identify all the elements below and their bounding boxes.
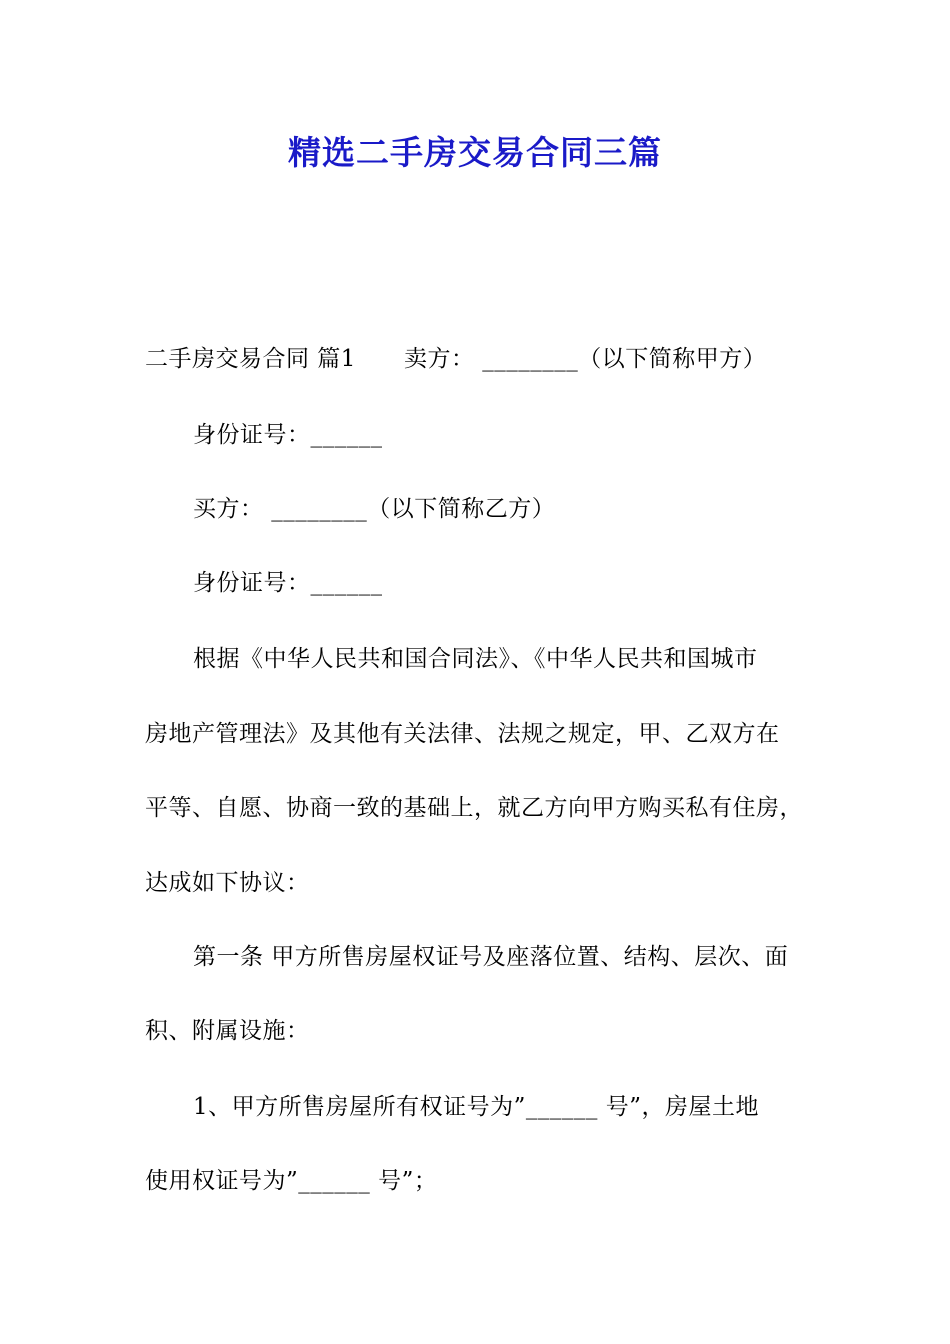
paragraph-line-7: 平等、自愿、协商一致的基础上，就乙方向甲方购买私有住房，	[145, 795, 803, 821]
paragraph-line-5: 根据《中华人民共和国合同法》、《中华人民共和国城市	[193, 646, 758, 672]
paragraph-line-6: 房地产管理法》及其他有关法律、法规之规定，甲、乙双方在	[145, 721, 780, 747]
paragraph-line-9: 第一条 甲方所售房屋权证号及座落位置、结构、层次、面	[193, 944, 789, 970]
paragraph-line-12: 使用权证号为”______ 号”；	[145, 1168, 438, 1194]
paragraph-line-1	[145, 341, 815, 377]
paragraph-line-11: 1、甲方所售房屋所有权证号为”______ 号”，房屋土地	[193, 1094, 759, 1120]
paragraph-line-3: 买方： ________（以下简称乙方）	[193, 496, 556, 522]
paragraph-line-10: 积、附属设施：	[145, 1018, 310, 1044]
paragraph-line-2: 身份证号：______	[193, 422, 383, 448]
paragraph-line-8: 达成如下协议：	[145, 870, 310, 896]
contract-heading: 二手房交易合同 篇1	[145, 346, 356, 372]
paragraph-line-4: 身份证号：______	[193, 570, 383, 596]
document-title: 精选二手房交易合同三篇	[288, 133, 662, 172]
seller-line: 卖方： ________（以下简称甲方）	[403, 346, 767, 372]
